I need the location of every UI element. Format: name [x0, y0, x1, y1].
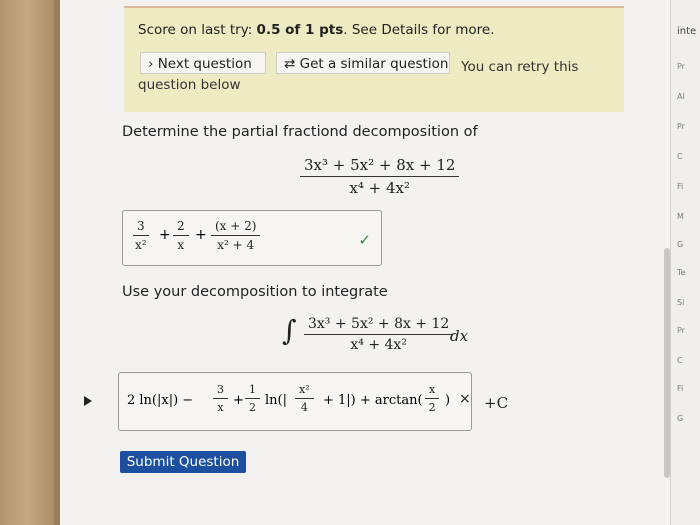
similar-question-button[interactable]: ⇄ Get a similar question — [276, 52, 450, 74]
sidebar-top-label: inte — [677, 26, 697, 37]
integrand: $\frac{\text{3x³ + 5x² + 8x + 12}}{\text{x⁴ + 4x²}}$ — [304, 316, 453, 353]
sidebar-item[interactable]: Al — [677, 92, 685, 101]
question-prompt: Determine the partial fractiond decomposition of — [122, 124, 478, 140]
answer-mid: + 1|) + arctan( — [323, 393, 423, 408]
answer-ln: ln(| — [265, 393, 287, 408]
rational-expression — [300, 156, 459, 197]
answer-part1: 2 ln(|x|) − — [127, 393, 194, 408]
dx-label: dx — [450, 327, 469, 345]
sidebar-item[interactable]: G — [677, 240, 684, 249]
answer-frac3: $\frac{\text{x²}}{4}$ — [295, 383, 314, 414]
term3: $\frac{(x + 2)}{\text{x² + 4}}$ — [211, 219, 260, 252]
answer-frac2: $\frac{1}{2}$ — [245, 383, 260, 414]
answer-frac4: $\frac{x}{2}$ — [425, 383, 439, 414]
sidebar-item[interactable]: C — [677, 152, 683, 161]
sidebar-item[interactable]: C — [677, 356, 683, 365]
desk-background — [0, 0, 60, 525]
sidebar-item[interactable]: Fi — [677, 182, 684, 191]
plus-sign: + — [195, 227, 207, 243]
decomposition-answer-box[interactable] — [122, 210, 382, 266]
submit-question-button[interactable]: Submit Question — [120, 451, 246, 473]
cross-icon: × — [459, 391, 471, 407]
sidebar-item[interactable]: M — [677, 212, 684, 221]
sidebar-item[interactable]: Fi — [677, 384, 684, 393]
integrate-prompt: Use your decomposition to integrate — [122, 284, 388, 300]
integral-sign: ∫ — [282, 314, 297, 347]
answer-close-paren: ) — [445, 393, 451, 408]
check-icon: ✓ — [358, 231, 371, 249]
term2: $\frac{2}{x}$ — [173, 219, 189, 252]
retry-text-2: question below — [138, 77, 241, 93]
plus-sign: + — [233, 393, 244, 408]
score-banner — [124, 6, 624, 112]
plus-sign: + — [159, 227, 171, 243]
sidebar-item[interactable]: Si — [677, 298, 685, 307]
answer-frac1: $\frac{3}{x}$ — [213, 383, 228, 414]
next-question-button[interactable]: › Next question — [140, 52, 266, 74]
expression-numerator: 3x³ + 5x² + 8x + 12 — [300, 156, 459, 177]
integral-answer-box[interactable] — [118, 372, 472, 431]
right-sidebar — [670, 0, 700, 525]
sidebar-item[interactable]: Pr — [677, 62, 685, 71]
sidebar-item[interactable]: Te — [677, 268, 686, 277]
retry-text: You can retry this — [461, 59, 579, 75]
sidebar-item[interactable]: Pr — [677, 122, 685, 131]
sidebar-item[interactable]: Pr — [677, 326, 685, 335]
sidebar-item[interactable]: G — [677, 414, 684, 423]
plus-c-label: +C — [484, 394, 509, 412]
play-icon[interactable] — [84, 396, 92, 406]
expression-denominator: x⁴ + 4x² — [349, 179, 411, 197]
score-text: Score on last try: 0.5 of 1 pts. See Details for more. — [138, 22, 495, 38]
term1: $\frac{3}{\text{x²}}$ — [133, 219, 149, 252]
